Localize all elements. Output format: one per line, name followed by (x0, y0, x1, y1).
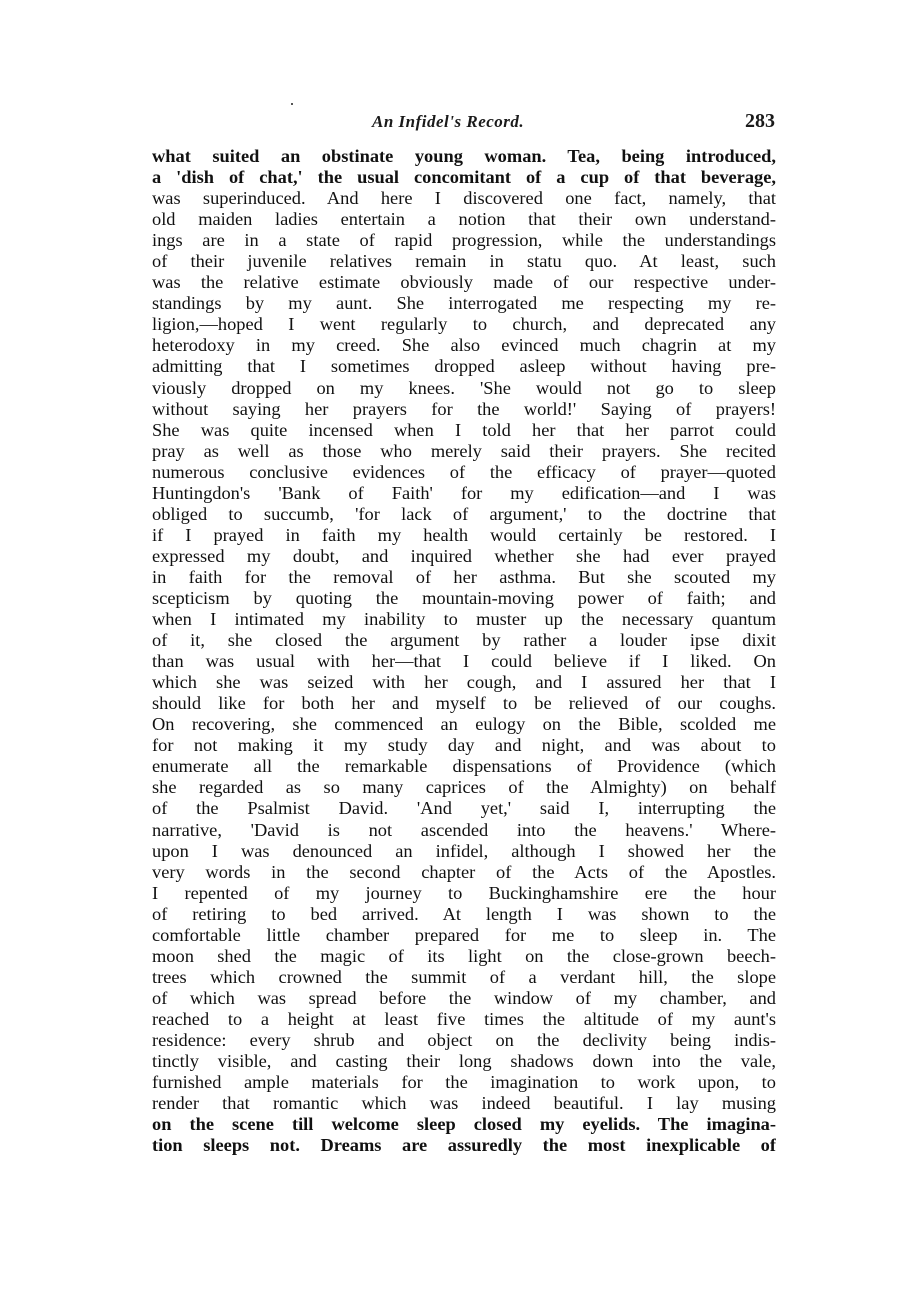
page-header (152, 112, 777, 140)
text-line: on the scene till welcome sleep closed my eyelids. The imagina- (152, 1114, 776, 1135)
text-line: upon I was denounced an infidel, although I showed her the (152, 840, 776, 861)
text-line: scepticism by quoting the mountain-moving power of faith; and (152, 587, 776, 608)
text-line: pray as well as those who merely said their prayers. She recited (152, 440, 776, 461)
running-head: An Infidel's Record. (372, 112, 525, 131)
text-line: of it, she closed the argument by rather a louder ipse dixit (152, 630, 776, 651)
text-line: standings by my aunt. She interrogated me respecting my re- (152, 293, 776, 314)
body-text (152, 146, 776, 1156)
text-line: than was usual with her—that I could believe if I liked. On (152, 651, 776, 672)
text-line: of retiring to bed arrived. At length I was shown to the (152, 903, 776, 924)
ink-speck (291, 103, 293, 105)
text-line: On recovering, she commenced an eulogy on the Bible, scolded me (152, 714, 776, 735)
text-line: admitting that I sometimes dropped asleep without having pre- (152, 356, 776, 377)
text-line: of their juvenile relatives remain in statu quo. At least, such (152, 251, 776, 272)
text-line: she regarded as so many caprices of the Almighty) on behalf (152, 777, 776, 798)
text-line: narrative, 'David is not ascended into the heavens.' Where- (152, 819, 776, 840)
text-line: in faith for the removal of her asthma. But she scouted my (152, 566, 776, 587)
text-line: when I intimated my inability to muster up the necessary quantum (152, 609, 776, 630)
text-line: furnished ample materials for the imagination to work upon, to (152, 1072, 776, 1093)
text-line: moon shed the magic of its light on the close-grown beech- (152, 945, 776, 966)
text-line: of which was spread before the window of my chamber, and (152, 987, 776, 1008)
text-line: numerous conclusive evidences of the efficacy of prayer—quoted (152, 461, 776, 482)
text-line: viously dropped on my knees. 'She would not go to sleep (152, 377, 776, 398)
page-number: 283 (745, 110, 775, 132)
text-line: enumerate all the remarkable dispensations of Providence (which (152, 756, 776, 777)
text-line: should like for both her and myself to be relieved of our coughs. (152, 693, 776, 714)
text-line: tinctly visible, and casting their long shadows down into the vale, (152, 1051, 776, 1072)
text-line: which she was seized with her cough, and I assured her that I (152, 672, 776, 693)
text-line: was superinduced. And here I discovered one fact, namely, that (152, 188, 776, 209)
text-line: ings are in a state of rapid progression, while the understandings (152, 230, 776, 251)
text-line: was the relative estimate obviously made of our respective under- (152, 272, 776, 293)
text-line: residence: every shrub and object on the declivity being indis- (152, 1029, 776, 1050)
text-line: Huntingdon's 'Bank of Faith' for my edification—and I was (152, 482, 776, 503)
text-line: I repented of my journey to Buckinghamshire ere the hour (152, 882, 776, 903)
text-line: very words in the second chapter of the Acts of the Apostles. (152, 861, 776, 882)
text-line: obliged to succumb, 'for lack of argument,' to the doctrine that (152, 503, 776, 524)
text-line: of the Psalmist David. 'And yet,' said I, interrupting the (152, 798, 776, 819)
text-line: expressed my doubt, and inquired whether she had ever prayed (152, 545, 776, 566)
text-line: heterodoxy in my creed. She also evinced much chagrin at my (152, 335, 776, 356)
text-line: a 'dish of chat,' the usual concomitant of a cup of that beverage, (152, 167, 776, 188)
text-line: trees which crowned the summit of a verdant hill, the slope (152, 966, 776, 987)
text-line: comfortable little chamber prepared for me to sleep in. The (152, 924, 776, 945)
text-line: old maiden ladies entertain a notion that their own understand- (152, 209, 776, 230)
text-line: tion sleeps not. Dreams are assuredly the most inexplicable of (152, 1135, 776, 1156)
text-line: if I prayed in faith my health would certainly be restored. I (152, 524, 776, 545)
text-line: without saying her prayers for the world!' Saying of prayers! (152, 398, 776, 419)
text-line: ligion,—hoped I went regularly to church, and deprecated any (152, 314, 776, 335)
text-line: She was quite incensed when I told her that her parrot could (152, 419, 776, 440)
text-line: what suited an obstinate young woman. Tea, being introduced, (152, 146, 776, 166)
text-line: render that romantic which was indeed beautiful. I lay musing (152, 1093, 776, 1114)
text-line: for not making it my study day and night, and was about to (152, 735, 776, 756)
text-line: reached to a height at least five times the altitude of my aunt's (152, 1008, 776, 1029)
